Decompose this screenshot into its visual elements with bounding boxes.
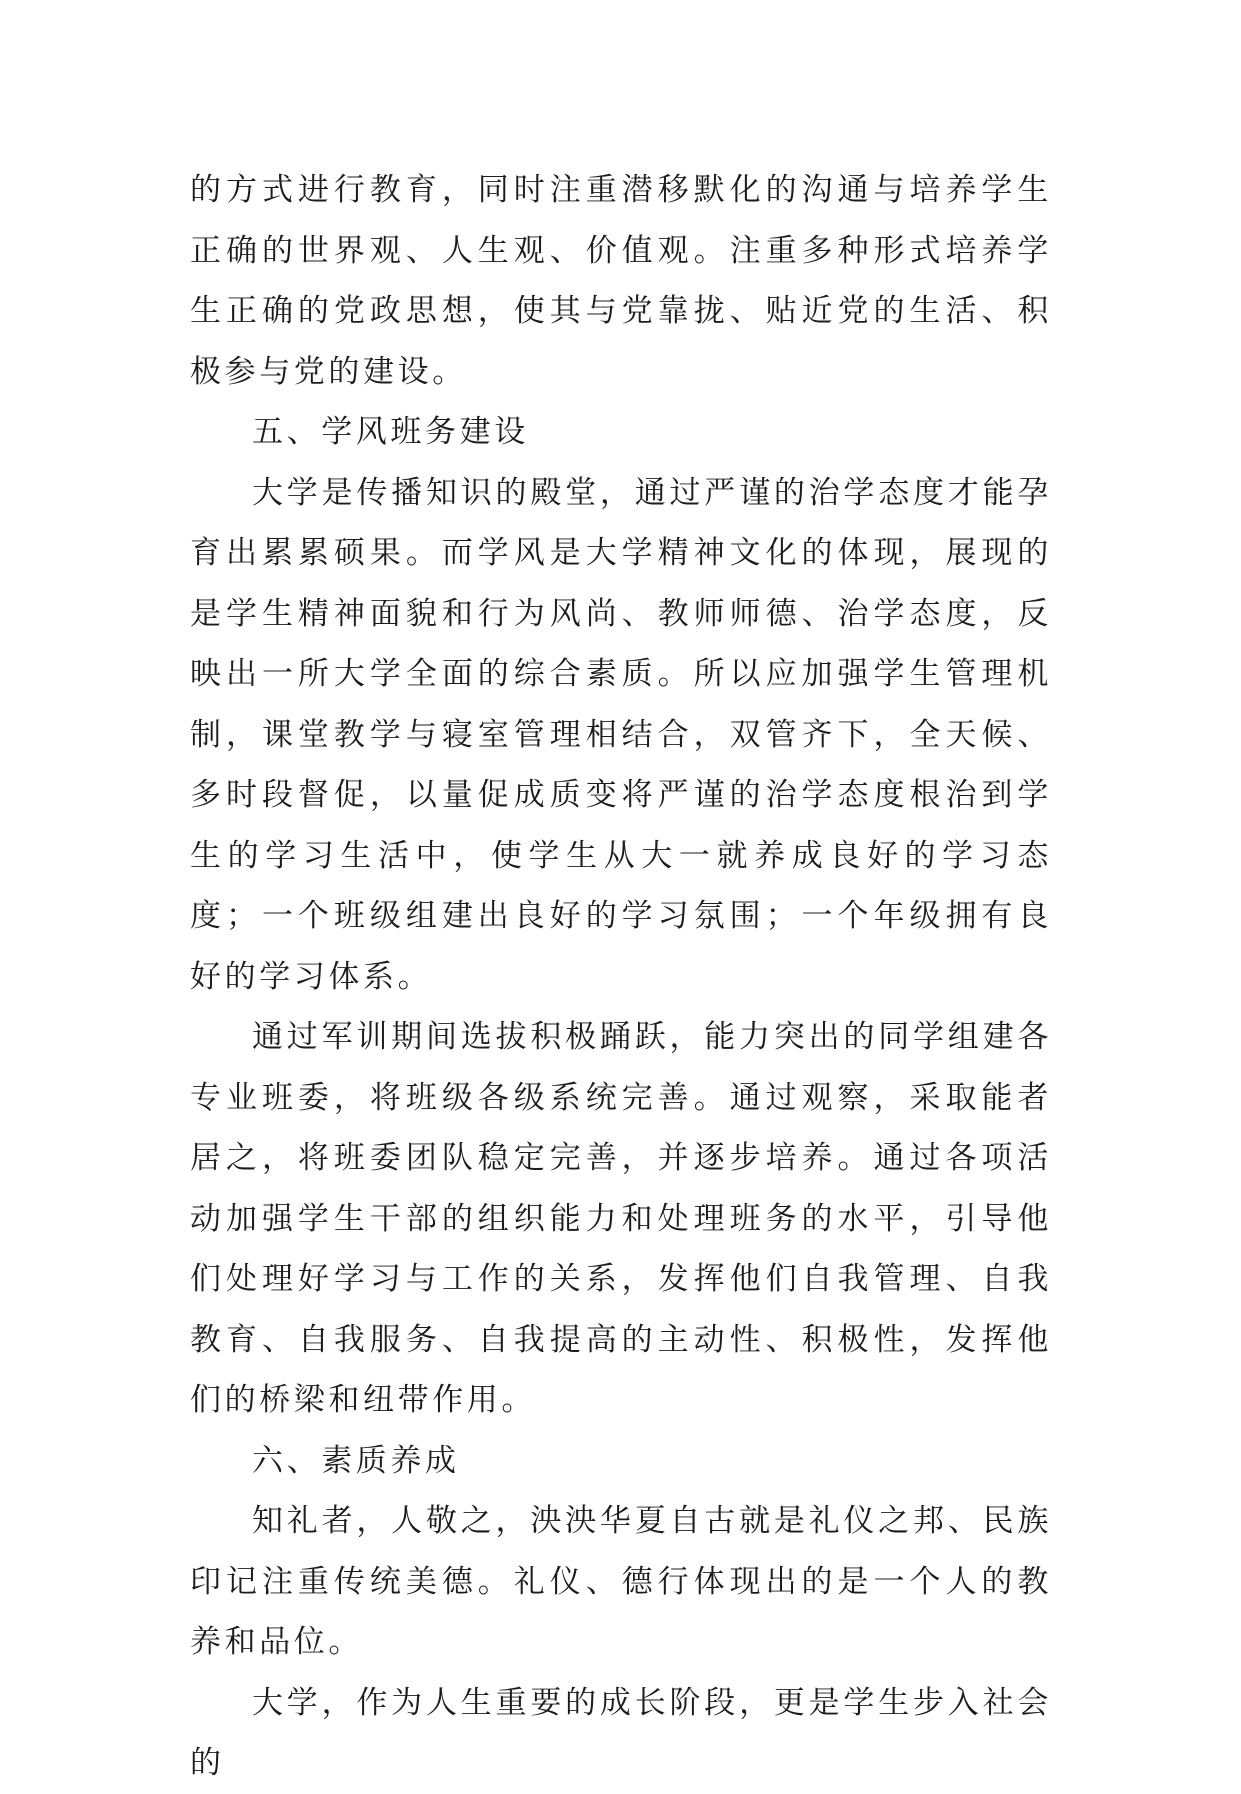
section-heading-5: 五、学风班务建设 xyxy=(252,414,529,450)
paragraph-continued: 的方式进行教育，同时注重潜移默化的沟通与培养学生正确的世界观、人生观、价值观。注重多种形式培养学生正确的党政思想，使其与党靠拢、贴近党的生活、积极参与党的建设。 xyxy=(190,172,1052,390)
paragraph: 大学，作为人生重要的成长阶段，更是学生步入社会的 xyxy=(190,1684,1052,1781)
paragraph: 大学是传播知识的殿堂，通过严谨的治学态度才能孕育出累累硕果。而学风是大学精神文化的体现，展现的是学生精神面貌和行为风尚、教师师德、治学态度，反映出一所大学全面的综合素质。所以应加强学生管理机制，课堂教学与寝室管理相结合，双管齐下，全天候、多时段督促，以量促成质变将严谨的治学态度根治到学生的学习生活中，使学生从大一就养成良好的学习态度；一个班级组建出良好的学习氛围；一个年级拥有良好的学习体系。 xyxy=(190,474,1052,995)
section-heading-6: 六、素质养成 xyxy=(252,1442,460,1479)
paragraph: 通过军训期间选拔积极踊跃，能力突出的同学组建各专业班委，将班级各级系统完善。通过观察，采取能者居之，将班委团队稳定完善，并逐步培养。通过各项活动加强学生干部的组织能力和处理班务的水平，引导他们处理好学习与工作的关系，发挥他们自我管理、自我教育、自我服务、自我提高的主动性、积极性，发挥他们的桥梁和纽带作用。 xyxy=(190,1019,1052,1418)
document-body xyxy=(190,160,1052,1794)
paragraph: 知礼者，人敬之，泱泱华夏自古就是礼仪之邦、民族印记注重传统美德。礼仪、德行体现出的是一个人的教养和品位。 xyxy=(190,1503,1052,1660)
